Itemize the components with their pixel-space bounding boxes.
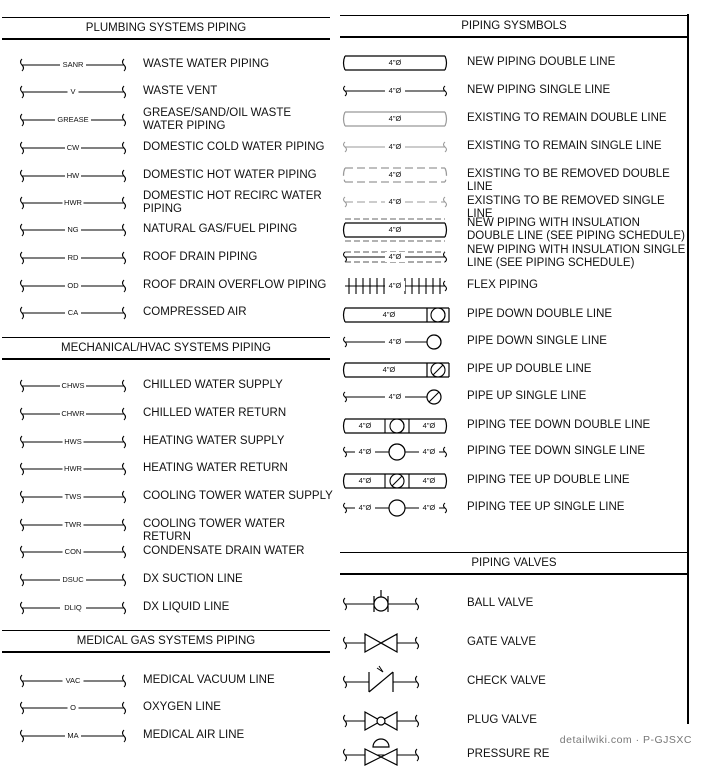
svg-text:4"Ø: 4"Ø <box>388 280 402 290</box>
svg-text:SANR: SANR <box>62 59 84 69</box>
symbol-label: NEW PIPING DOUBLE LINE <box>467 56 616 68</box>
svg-text:4"Ø: 4"Ø <box>358 475 372 485</box>
symbol-label: PIPING TEE UP DOUBLE LINE <box>467 474 630 486</box>
line-symbol-vac <box>17 671 129 691</box>
line-symbol-dsuc <box>17 570 129 590</box>
symbol-label: PIPE UP DOUBLE LINE <box>467 363 592 375</box>
svg-text:4"Ø: 4"Ø <box>388 57 402 67</box>
svg-text:RD: RD <box>67 252 79 262</box>
svg-text:O: O <box>70 702 76 712</box>
svg-text:TWS: TWS <box>64 491 82 501</box>
pressure-valve-icon <box>341 737 421 773</box>
symbol-label: PIPE DOWN DOUBLE LINE <box>467 308 613 320</box>
line-symbol-con <box>17 542 129 562</box>
watermark: detailwiki.com · P-GJSXC <box>559 734 692 746</box>
svg-text:4"Ø: 4"Ø <box>422 446 436 456</box>
svg-text:TWR: TWR <box>64 519 82 529</box>
header-symbols: PIPING SYSMBOLS <box>340 15 688 38</box>
valve-label: CHECK VALVE <box>467 675 546 687</box>
line-symbol-hw <box>17 166 129 186</box>
svg-text:4"Ø: 4"Ø <box>422 420 436 430</box>
symbol-up-single <box>341 387 453 407</box>
legend-label: OXYGEN LINE <box>143 701 221 713</box>
symbol-removed-double <box>341 165 453 185</box>
svg-text:4"Ø: 4"Ø <box>422 502 436 512</box>
legend-label: HEATING WATER SUPPLY <box>143 435 285 447</box>
legend-label: HEATING WATER RETURN <box>143 462 288 474</box>
line-symbol-tws <box>17 487 129 507</box>
line-symbol-chwr <box>17 404 129 424</box>
svg-text:4"Ø: 4"Ø <box>388 336 402 346</box>
valve-label: BALL VALVE <box>467 597 534 609</box>
symbol-label: EXISTING TO REMAIN SINGLE LINE <box>467 140 662 152</box>
symbol-label: NEW PIPING WITH INSULATION DOUBLE LINE (SEE PIPING SCHEDULE) <box>467 217 685 242</box>
ball-valve-icon <box>341 586 421 622</box>
symbol-new-single <box>341 81 453 101</box>
symbol-down-single <box>341 332 453 352</box>
svg-text:DLIQ: DLIQ <box>64 602 82 612</box>
symbol-up-double <box>341 360 453 380</box>
svg-text:V: V <box>70 86 76 96</box>
check-valve-icon <box>341 664 421 700</box>
svg-text:4"Ø: 4"Ø <box>388 196 402 206</box>
line-symbol-ca <box>17 303 129 323</box>
symbol-teeup-double <box>341 471 453 491</box>
svg-text:4"Ø: 4"Ø <box>358 420 372 430</box>
symbol-label: PIPE DOWN SINGLE LINE <box>467 335 607 347</box>
symbol-flex <box>341 276 453 296</box>
svg-text:4"Ø: 4"Ø <box>388 141 402 151</box>
svg-text:CHWS: CHWS <box>61 380 85 390</box>
gate-valve-icon <box>341 625 421 661</box>
legend-label: CHILLED WATER SUPPLY <box>143 379 283 391</box>
legend-label: COMPRESSED AIR <box>143 306 247 318</box>
svg-text:HWR: HWR <box>64 197 82 207</box>
symbol-down-double <box>341 305 453 325</box>
svg-text:4"Ø: 4"Ø <box>388 391 402 401</box>
symbol-label: PIPING TEE DOWN DOUBLE LINE <box>467 419 651 431</box>
symbol-label: NEW PIPING WITH INSULATION SINGLE LINE (SEE PIPING SCHEDULE) <box>467 244 686 269</box>
svg-text:4"Ø: 4"Ø <box>388 169 402 179</box>
svg-text:4"Ø: 4"Ø <box>422 475 436 485</box>
line-symbol-twr <box>17 515 129 535</box>
header-plumbing: PLUMBING SYSTEMS PIPING <box>2 17 330 40</box>
svg-text:4"Ø: 4"Ø <box>388 113 402 123</box>
svg-text:4"Ø: 4"Ø <box>382 364 396 374</box>
symbol-teedown-double <box>341 416 453 436</box>
svg-text:MA: MA <box>67 730 79 740</box>
legend-label: DX SUCTION LINE <box>143 573 243 585</box>
legend-label: DOMESTIC HOT WATER PIPING <box>143 169 317 181</box>
svg-text:4"Ø: 4"Ø <box>382 309 396 319</box>
svg-text:CHWR: CHWR <box>61 408 85 418</box>
line-symbol-rd <box>17 248 129 268</box>
svg-text:4"Ø: 4"Ø <box>358 502 372 512</box>
svg-text:CW: CW <box>66 142 80 152</box>
symbol-removed-single <box>341 192 453 212</box>
line-symbol-ng <box>17 220 129 240</box>
symbol-new-double <box>341 53 453 73</box>
svg-text:4"Ø: 4"Ø <box>358 446 372 456</box>
line-symbol-od <box>17 276 129 296</box>
legend-label: DOMESTIC COLD WATER PIPING <box>143 141 325 153</box>
valve-label: PLUG VALVE <box>467 714 537 726</box>
legend-label: CHILLED WATER RETURN <box>143 407 287 419</box>
svg-text:OD: OD <box>67 280 79 290</box>
legend-label: MEDICAL VACUUM LINE <box>143 674 275 686</box>
legend-label: COOLING TOWER WATER RETURN <box>143 518 286 543</box>
line-symbol-hws <box>17 432 129 452</box>
svg-text:4"Ø: 4"Ø <box>388 224 402 234</box>
legend-label: NATURAL GAS/FUEL PIPING <box>143 223 298 235</box>
legend-label: COOLING TOWER WATER SUPPLY <box>143 490 333 502</box>
valve-label: GATE VALVE <box>467 636 537 648</box>
svg-text:CA: CA <box>67 307 79 317</box>
line-symbol-cw <box>17 138 129 158</box>
symbol-label: NEW PIPING SINGLE LINE <box>467 84 611 96</box>
legend-label: DOMESTIC HOT RECIRC WATER PIPING <box>143 190 322 215</box>
svg-text:GREASE: GREASE <box>57 114 89 124</box>
line-symbol-chws <box>17 376 129 396</box>
symbol-label: EXISTING TO BE REMOVED SINGLE LINE <box>467 195 665 220</box>
symbol-label: PIPE UP SINGLE LINE <box>467 390 587 402</box>
svg-text:NG: NG <box>67 224 79 234</box>
legend-label: WASTE WATER PIPING <box>143 58 270 70</box>
svg-text:HWS: HWS <box>64 436 82 446</box>
svg-text:4"Ø: 4"Ø <box>388 85 402 95</box>
line-symbol-ma <box>17 726 129 746</box>
legend-label: WASTE VENT <box>143 85 218 97</box>
symbol-label: PIPING TEE UP SINGLE LINE <box>467 501 625 513</box>
line-symbol-hwr <box>17 193 129 213</box>
header-valves: PIPING VALVES <box>340 552 688 575</box>
line-symbol-v <box>17 82 129 102</box>
legend-label: ROOF DRAIN OVERFLOW PIPING <box>143 279 327 291</box>
legend-label: MEDICAL AIR LINE <box>143 729 245 741</box>
symbol-teeup-single <box>341 498 453 518</box>
valve-label: PRESSURE RE <box>467 748 550 760</box>
right-border <box>687 14 689 724</box>
symbol-insul-double <box>341 220 453 240</box>
legend-label: CONDENSATE DRAIN WATER <box>143 545 305 557</box>
header-mechanical: MECHANICAL/HVAC SYSTEMS PIPING <box>2 337 330 360</box>
svg-text:HW: HW <box>66 170 80 180</box>
svg-text:VAC: VAC <box>65 675 81 685</box>
symbol-insul-single <box>341 247 453 267</box>
svg-text:DSUC: DSUC <box>62 574 84 584</box>
symbol-exist-double <box>341 109 453 129</box>
symbol-exist-single <box>341 137 453 157</box>
symbol-teedown-single <box>341 442 453 462</box>
symbol-label: PIPING TEE DOWN SINGLE LINE <box>467 445 646 457</box>
line-symbol-hwr <box>17 459 129 479</box>
svg-text:4"Ø: 4"Ø <box>388 251 402 261</box>
header-medical: MEDICAL GAS SYSTEMS PIPING <box>2 630 330 653</box>
legend-label: GREASE/SAND/OIL WASTE WATER PIPING <box>143 107 292 132</box>
line-symbol-dliq <box>17 598 129 618</box>
symbol-label: EXISTING TO BE REMOVED DOUBLE LINE <box>467 168 670 193</box>
plug-valve-icon <box>341 703 421 739</box>
symbol-label: EXISTING TO REMAIN DOUBLE LINE <box>467 112 667 124</box>
legend-label: ROOF DRAIN PIPING <box>143 251 258 263</box>
line-symbol-o <box>17 698 129 718</box>
line-symbol-grease <box>17 110 129 130</box>
symbol-label: FLEX PIPING <box>467 279 538 291</box>
line-symbol-sanr <box>17 55 129 75</box>
svg-text:HWR: HWR <box>64 463 82 473</box>
legend-label: DX LIQUID LINE <box>143 601 230 613</box>
svg-text:CON: CON <box>64 546 82 556</box>
